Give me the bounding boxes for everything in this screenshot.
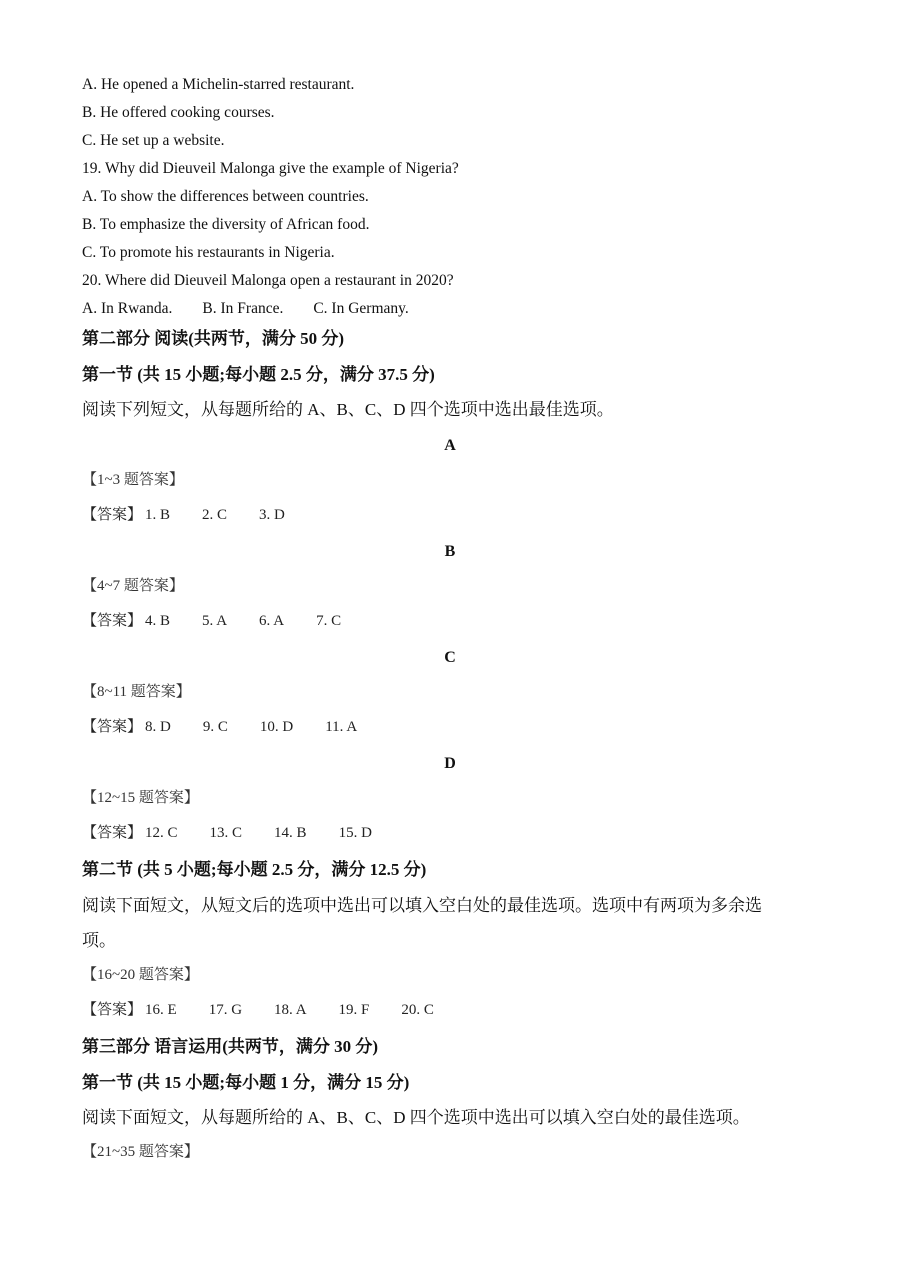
- passage-a-letter: A: [444, 437, 456, 454]
- answer-3: 3. D: [259, 507, 285, 523]
- passage-a-answers: [82, 508, 317, 523]
- answer-16: 16. E: [145, 1002, 177, 1018]
- part3-section1-instruction: 阅读下面短文，从每题所给的 A、B、C、D 四个选项中选出可以填入空白处的最佳选项。: [82, 1108, 750, 1127]
- q18-option-c: C. He set up a website.: [82, 132, 225, 149]
- answer-10: 10. D: [259, 719, 294, 735]
- answer-label: 【答案】: [82, 719, 143, 735]
- answer-6: 6. A: [259, 613, 285, 629]
- q18-option-b: B. He offered cooking courses.: [82, 104, 275, 121]
- part2-section2-instruction-line2: 项。: [82, 931, 116, 950]
- passage-c-letter: C: [444, 649, 456, 666]
- passage-b-answers: [82, 614, 373, 629]
- answer-18: 18. A: [274, 1002, 307, 1018]
- answer-5: 5. A: [202, 613, 228, 629]
- q20-question: 20. Where did Dieuveil Malonga open a restaurant in 2020?: [82, 272, 454, 289]
- q19-option-b: B. To emphasize the diversity of African food.: [82, 216, 370, 233]
- answer-2: 2. C: [202, 507, 228, 523]
- answer-label: 【答案】: [82, 507, 143, 523]
- answer-19: 19. F: [338, 1002, 370, 1018]
- answer-label: 【答案】: [82, 613, 143, 629]
- part2-section2-group: 【16~20 题答案】: [82, 967, 199, 983]
- answer-7: 7. C: [316, 613, 342, 629]
- answer-20: 20. C: [401, 1002, 434, 1018]
- passage-c-answers: [82, 720, 389, 735]
- passage-b-group: 【4~7 题答案】: [82, 578, 184, 594]
- part2-section1-instruction: 阅读下列短文，从每题所给的 A、B、C、D 四个选项中选出最佳选项。: [82, 400, 614, 419]
- q19-question: 19. Why did Dieuveil Malonga give the example of Nigeria?: [82, 160, 459, 177]
- passage-d-letter: D: [444, 755, 456, 772]
- q19-option-a: A. To show the differences between countries.: [82, 188, 369, 205]
- q20-option-a: A. In Rwanda.: [82, 300, 173, 317]
- passage-d-group: 【12~15 题答案】: [82, 790, 199, 806]
- part2-section2-title: 第二节 (共 5 小题;每小题 2.5 分，满分 12.5 分): [82, 860, 427, 879]
- passage-c-group: 【8~11 题答案】: [82, 684, 191, 700]
- part3-section1-title: 第一节 (共 15 小题;每小题 1 分，满分 15 分): [82, 1073, 410, 1092]
- q19-option-c: C. To promote his restaurants in Nigeria.: [82, 244, 335, 261]
- answer-12: 12. C: [145, 825, 178, 841]
- q18-option-a: A. He opened a Michelin-starred restaurant.: [82, 76, 355, 93]
- part2-section1-title: 第一节 (共 15 小题;每小题 2.5 分，满分 37.5 分): [82, 365, 435, 384]
- part2-title: 第二部分 阅读(共两节，满分 50 分): [82, 329, 345, 348]
- q20-option-b: B. In France.: [202, 300, 284, 317]
- answer-13: 13. C: [209, 825, 243, 841]
- part3-section1-group: 【21~35 题答案】: [82, 1144, 199, 1160]
- passage-d-answers: [82, 826, 404, 841]
- q20-option-c: C. In Germany.: [313, 300, 409, 317]
- answer-17: 17. G: [208, 1002, 243, 1018]
- answer-label: 【答案】: [82, 825, 143, 841]
- q20-options: [82, 301, 409, 317]
- answer-15: 15. D: [338, 825, 372, 841]
- answer-11: 11. A: [325, 719, 358, 735]
- passage-b-letter: B: [444, 543, 456, 560]
- answer-14: 14. B: [274, 825, 307, 841]
- part3-title: 第三部分 语言运用(共两节，满分 30 分): [82, 1037, 379, 1056]
- part2-section2-answers: [82, 1003, 466, 1018]
- answer-8: 8. D: [145, 719, 171, 735]
- answer-1: 1. B: [145, 507, 171, 523]
- answer-9: 9. C: [202, 719, 228, 735]
- answer-label: 【答案】: [82, 1002, 143, 1018]
- part2-section2-instruction-line1: 阅读下面短文，从短文后的选项中选出可以填入空白处的最佳选项。选项中有两项为多余选: [82, 896, 762, 915]
- passage-a-group: 【1~3 题答案】: [82, 472, 184, 488]
- answer-4: 4. B: [145, 613, 171, 629]
